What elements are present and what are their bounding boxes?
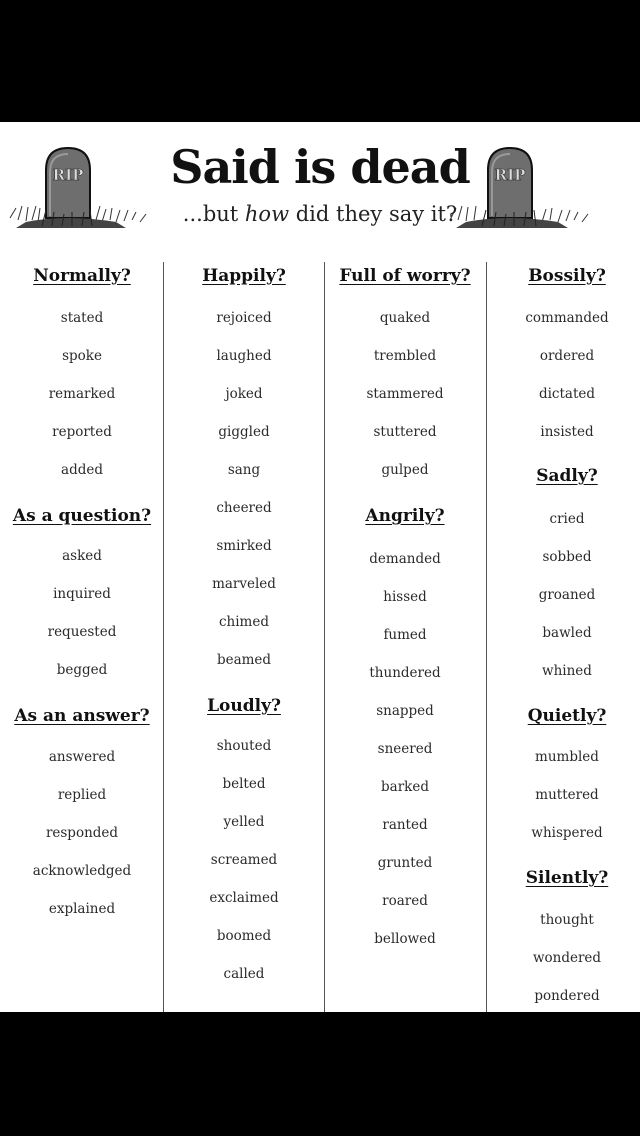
word-item: beamed (216, 652, 272, 668)
word-item: dictated (538, 386, 596, 402)
word-item: inquired (53, 586, 111, 602)
section-header-loudly: Loudly? (207, 696, 281, 716)
word-item: requested (47, 624, 117, 640)
word-item: hissed (383, 589, 427, 605)
section-header-as-a-question: As a question? (12, 506, 152, 526)
page-subtitle (0, 202, 640, 226)
word-item: screamed (210, 852, 278, 868)
word-item: commanded (525, 310, 609, 326)
word-item: boomed (216, 928, 272, 944)
word-item: sneered (377, 741, 433, 757)
word-item: insisted (540, 424, 594, 440)
word-item: stuttered (373, 424, 437, 440)
tombstone-label: RIP (52, 166, 84, 184)
word-item: whispered (531, 825, 603, 841)
word-item: replied (57, 787, 107, 803)
section-header-bossily: Bossily? (528, 266, 606, 286)
word-item: snapped (376, 703, 434, 719)
page-title: Said is dead (170, 140, 470, 194)
word-item: added (61, 462, 103, 478)
word-item: laughed (216, 348, 272, 364)
word-item: sobbed (542, 549, 592, 565)
word-item: sang (227, 462, 261, 478)
word-item: responded (45, 825, 119, 841)
word-item: smirked (216, 538, 272, 554)
word-item: thought (540, 912, 594, 928)
word-item: exclaimed (209, 890, 279, 906)
word-item: marveled (212, 576, 276, 592)
word-item: ordered (539, 348, 595, 364)
word-item: grunted (377, 855, 433, 871)
word-item: yelled (223, 814, 265, 830)
word-item: reported (52, 424, 112, 440)
word-item: chimed (218, 614, 269, 630)
word-item: muttered (535, 787, 599, 803)
word-item: bawled (542, 625, 592, 641)
word-item: bellowed (374, 931, 436, 947)
word-item: explained (48, 901, 116, 917)
word-item: answered (48, 749, 116, 765)
word-item: trembled (373, 348, 437, 364)
word-item: cheered (216, 500, 272, 516)
word-item: whined (542, 663, 592, 679)
word-item: wondered (532, 950, 602, 966)
poster-sheet (0, 122, 640, 1012)
word-item: demanded (369, 551, 441, 567)
word-item: remarked (48, 386, 116, 402)
word-item: rejoiced (216, 310, 272, 326)
word-item: spoke (62, 348, 102, 364)
word-item: cried (549, 511, 585, 527)
word-item: acknowledged (32, 863, 132, 879)
word-item: groaned (538, 587, 596, 603)
word-item: gulped (381, 462, 429, 478)
word-item: belted (222, 776, 266, 792)
tombstone-label: RIP (494, 166, 526, 184)
section-header-full-of-worry: Full of worry? (339, 266, 471, 286)
word-item: begged (56, 662, 108, 678)
word-item: shouted (216, 738, 272, 754)
word-item: asked (62, 548, 102, 564)
section-header-as-an-answer: As an answer? (14, 706, 150, 726)
section-header-sadly: Sadly? (536, 466, 598, 486)
word-item: ranted (382, 817, 428, 833)
word-item: called (223, 966, 265, 982)
subtitle-prefix: ...but (182, 202, 245, 226)
section-header-angrily: Angrily? (365, 506, 445, 526)
word-item: quaked (379, 310, 431, 326)
section-header-quietly: Quietly? (527, 706, 607, 726)
word-item: mumbled (535, 749, 599, 765)
word-item: fumed (383, 627, 427, 643)
word-item: roared (382, 893, 428, 909)
subtitle-suffix: did they say it? (289, 202, 458, 226)
word-item: giggled (218, 424, 270, 440)
word-item: stated (60, 310, 104, 326)
subtitle-emphasis: how (244, 202, 290, 226)
word-item: thundered (369, 665, 441, 681)
section-header-silently: Silently? (525, 868, 609, 888)
word-item: joked (225, 386, 263, 402)
word-item: stammered (366, 386, 444, 402)
section-header-normally: Normally? (33, 266, 131, 286)
word-item: pondered (534, 988, 600, 1004)
section-header-happily: Happily? (202, 266, 286, 286)
word-item: barked (381, 779, 429, 795)
